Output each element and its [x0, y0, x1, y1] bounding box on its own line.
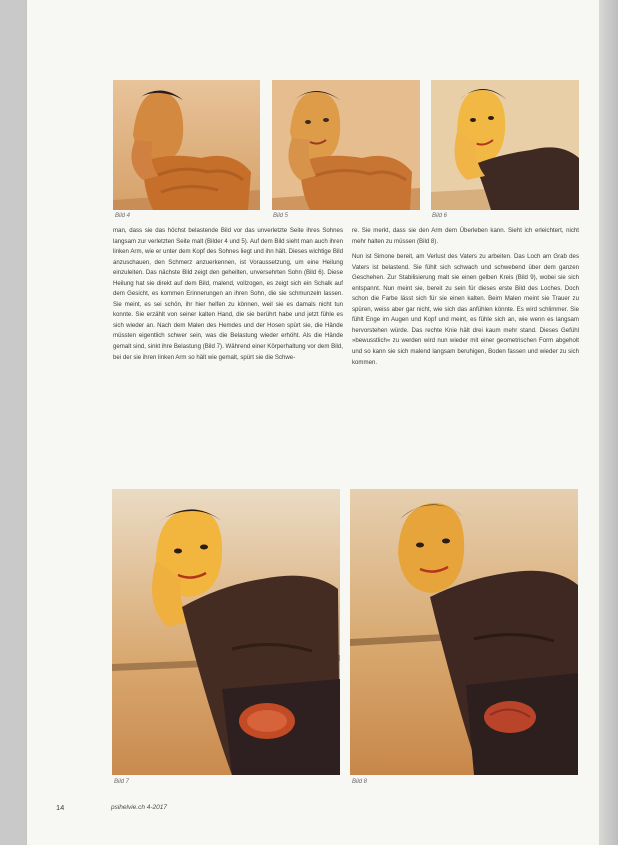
figure-bild-7 — [112, 489, 340, 775]
page-number: 14 — [56, 803, 65, 812]
caption-bild-7: Bild 7 — [114, 779, 130, 785]
caption-bild-8: Bild 8 — [352, 779, 368, 785]
caption-bild-6: Bild 6 — [432, 213, 448, 219]
footer-source: psihelvie.ch 4-2017 — [111, 804, 168, 811]
paragraph: Nun ist Simone bereit, am Verlust des Vaters zu arbeiten. Das Loch am Grab des Vaters ist belastend. Sie fühlt sich schwach und schwebend über dem ganzen Geschehen. Zur Stabilisierung malt sie einen gelben Kreis (Bild 9), wobei sie sich entspannt. Nun meint sie, bereit zu sein für dieses erste Bild des Loches. Doch schon die Farbe lässt sich für sie einen kalten. Beim Malen meint sie Trauer zu spüren, weiss aber gar nicht, wie sich das anfühlen könnte. Es wird schlimmer. Sie fühlt Enge im Augen und Kopf und meint, es fühle sich an, wie wenn es langsam hervorstehen würde. Das rechte Knie hält drei kaum mehr stand. Dieses Gefühl »bewusstlich« zu werden wird nun wieder mit einer geometrischen Form abgeholt und so kann sie sich malend langsam beruhigen, Boden fassen und wieder zu sich kommen. — [352, 253, 579, 366]
figure-bild-6 — [431, 80, 579, 210]
paragraph: re. Sie merkt, dass sie den Arm dem Überleben kann. Sieht ich erleichtert, nicht mehr halten zu müssen (Bild 8). — [352, 227, 579, 245]
page-edge — [599, 0, 618, 845]
caption-bild-5: Bild 5 — [273, 213, 289, 219]
figure-bild-5 — [272, 80, 420, 210]
text-column-right — [352, 226, 579, 368]
paragraph: man, dass sie das höchst belastende Bild vor das unverletzte Seite ihres Sohnes langsam zur verletzten Seite malt (Bilder 4 und 5). Auf dem Bild sieht man auch ihren linken Arm, wie er unter dem Kopf des Sohnes liegt und ihn hält. Dieses wichtige Bild anzuschauen, den Schmerz anzuerkennen, ist Voraussetzung, um eine Heilung einzuleiten. Das nächste Bild zeigt den geheilten, unversehrten Sohn (Bild 6). Diese Heilung hat sie direkt auf dem Bild, malend, vollzogen, es zeigt sich ein Schalk auf dem Gesicht, es kommen Erinnerungen an ihren Sohn, die sie schmunzeln lassen. Sie meint, es sei schön, ihr hier helfen zu können, weil sie es damals nicht tun konnte. Sie erzählt von seiner kalten Hand, die sie berührt habe und jetzt fühle es sich wieder an. Nach dem Malen des Hemdes und der Hosen spürt sie, die Hände müssten eigentlich schwer sein, was die Belastung wieder erhöht. Als die Hände gemalt sind, sinkt ihre Belastung (Bild 7). Während einer Körperhaltung vor dem Bild, bei der sie ihren linken Arm so hält wie gemalt, spürt sie die Schwe- — [113, 227, 343, 361]
text-column-left — [113, 226, 343, 363]
caption-bild-4: Bild 4 — [115, 213, 131, 219]
figure-bild-8 — [350, 489, 578, 775]
figure-bild-4 — [113, 80, 260, 210]
